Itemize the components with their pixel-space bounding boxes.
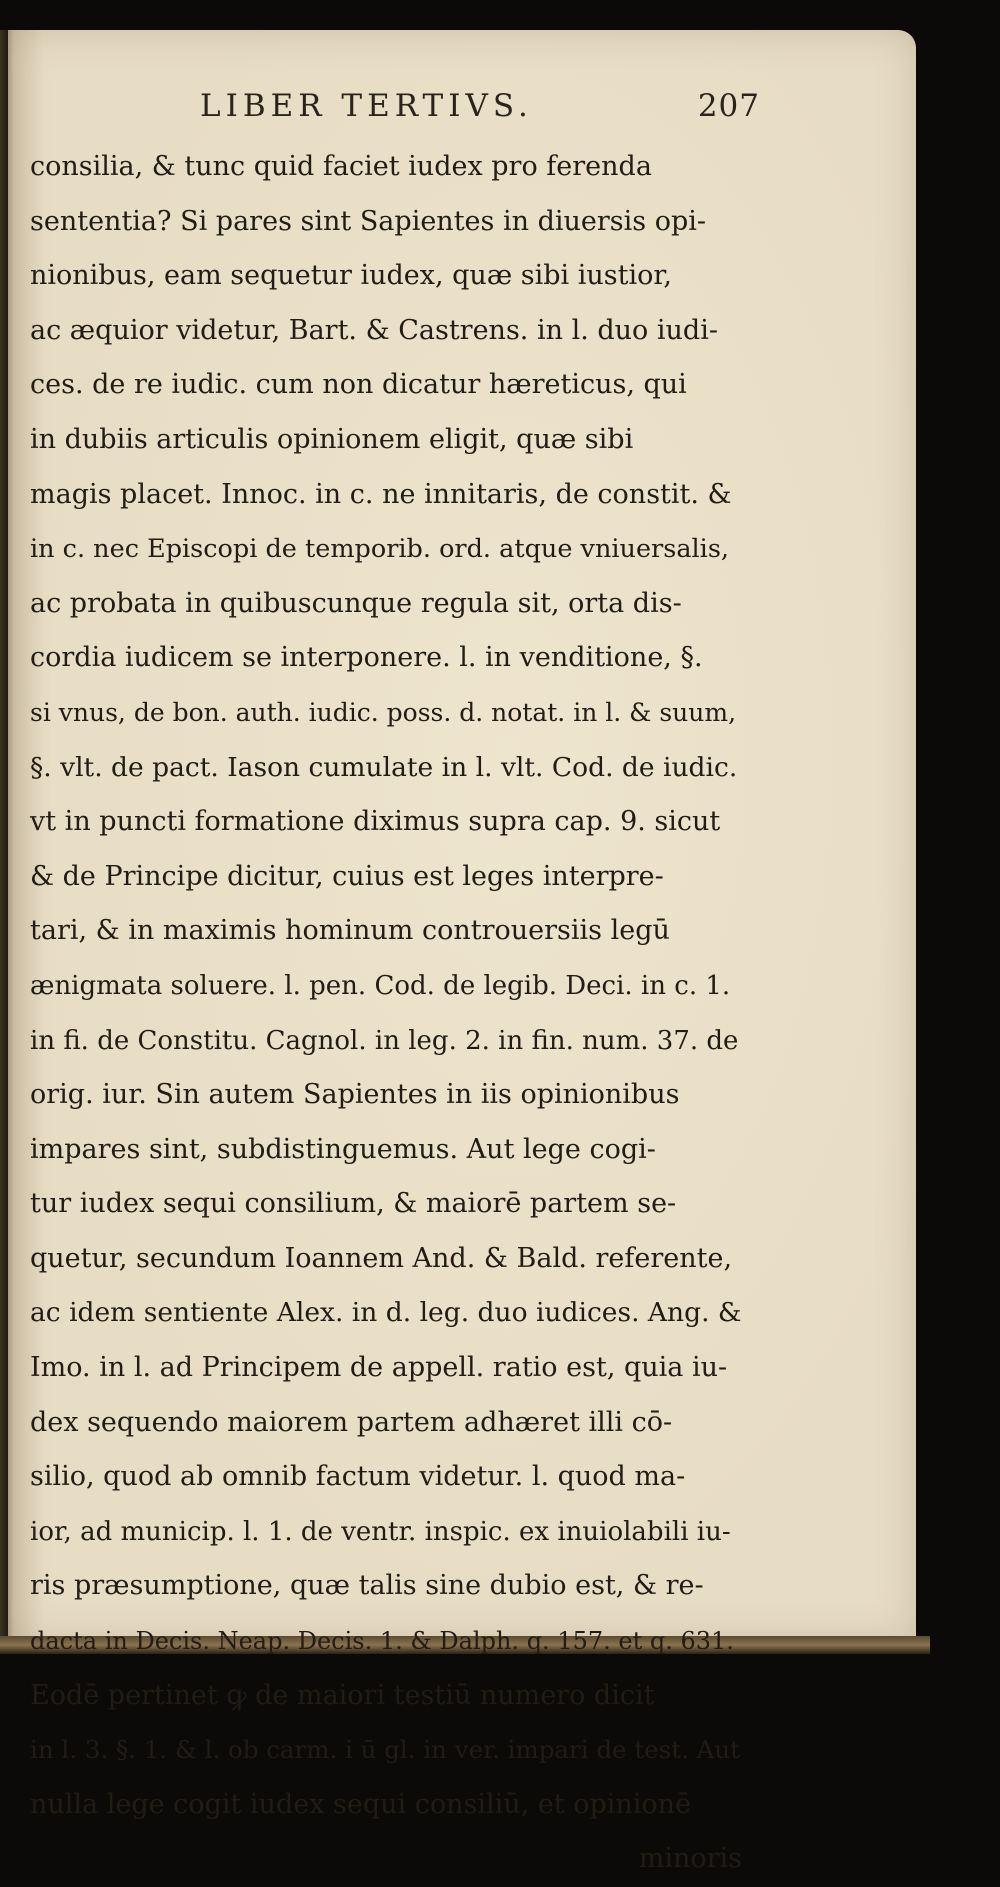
text-line: in l. 3. §. 1. & l. ob carm. i ū gl. in ver. impari de test. Aut	[30, 1735, 740, 1765]
text-line: silio, quod ab omnib factum videtur. l. quod ma-	[30, 1461, 686, 1493]
text-line: in fi. de Constitu. Cagnol. in leg. 2. in fin. num. 37. de	[30, 1025, 739, 1056]
text-line: ces. de re iudic. cum non dicatur hæreticus, qui	[30, 369, 687, 401]
text-line: Imo. in l. ad Principem de appell. ratio est, quia iu-	[30, 1352, 728, 1384]
text-line: sententia? Si pares sint Sapientes in diuersis opi-	[30, 205, 706, 237]
text-line: quetur, secundum Ioannem And. & Bald. referente,	[30, 1242, 733, 1274]
text-line: cordia iudicem se interponere. l. in venditione, §.	[30, 642, 703, 674]
page-header	[200, 88, 760, 134]
text-line: Eodē pertinet ꝙ de maiori testiū numero dicit	[30, 1679, 655, 1711]
body-text	[30, 140, 742, 1887]
page-gutter-shadow	[0, 30, 14, 1640]
text-line: & de Principe dicitur, cuius est leges interpre-	[30, 860, 664, 892]
text-line: ac idem sentiente Alex. in d. leg. duo iudices. Ang. &	[30, 1297, 742, 1329]
text-line: ænigmata soluere. l. pen. Cod. de legib. Deci. in c. 1.	[30, 970, 731, 1001]
text-line: nionibus, eam sequetur iudex, quæ sibi iustior,	[30, 260, 672, 292]
text-line: orig. iur. Sin autem Sapientes in iis opinionibus	[30, 1079, 680, 1111]
text-line: in c. nec Episcopi de temporib. ord. atque vniuersalis,	[30, 534, 730, 565]
text-line: consilia, & tunc quid faciet iudex pro ferenda	[30, 151, 652, 182]
text-line: ior, ad municip. l. 1. de ventr. inspic. ex inuiolabili iu-	[30, 1516, 731, 1547]
text-line: ac æquior videtur, Bart. & Castrens. in l. duo iudi-	[30, 314, 718, 346]
running-head: LIBER TERTIVS.	[200, 88, 533, 124]
catchword: minoris	[638, 1843, 742, 1875]
text-line: dacta in Decis. Neap. Decis. 1. & Dalph. q. 157. et q. 631.	[30, 1627, 734, 1656]
text-line: ac probata in quibuscunque regula sit, orta dis-	[30, 587, 682, 619]
text-line: in dubiis articulis opinionem eligit, quæ sibi	[30, 423, 634, 455]
page-number: 207	[697, 88, 760, 124]
text-line: nulla lege cogit iudex sequi consiliū, et opinionē	[30, 1788, 692, 1820]
text-line: impares sint, subdistinguemus. Aut lege cogi-	[30, 1133, 656, 1165]
text-line: si vnus, de bon. auth. iudic. poss. d. notat. in l. & suum,	[30, 697, 737, 727]
text-line: dex sequendo maiorem partem adhæret illi cō-	[30, 1406, 673, 1438]
text-line: ris præsumptione, quæ talis sine dubio est, & re-	[30, 1570, 704, 1602]
text-line: vt in puncti formatione diximus supra cap. 9. sicut	[30, 806, 721, 838]
text-line: §. vlt. de pact. Iason cumulate in l. vlt. Cod. de iudic.	[30, 751, 738, 783]
text-line: tari, & in maximis hominum controuersiis legū	[30, 915, 670, 947]
text-line: tur iudex sequi consilium, & maiorē partem se-	[30, 1188, 677, 1220]
text-line: magis placet. Innoc. in c. ne innitaris, de constit. &	[30, 478, 732, 510]
